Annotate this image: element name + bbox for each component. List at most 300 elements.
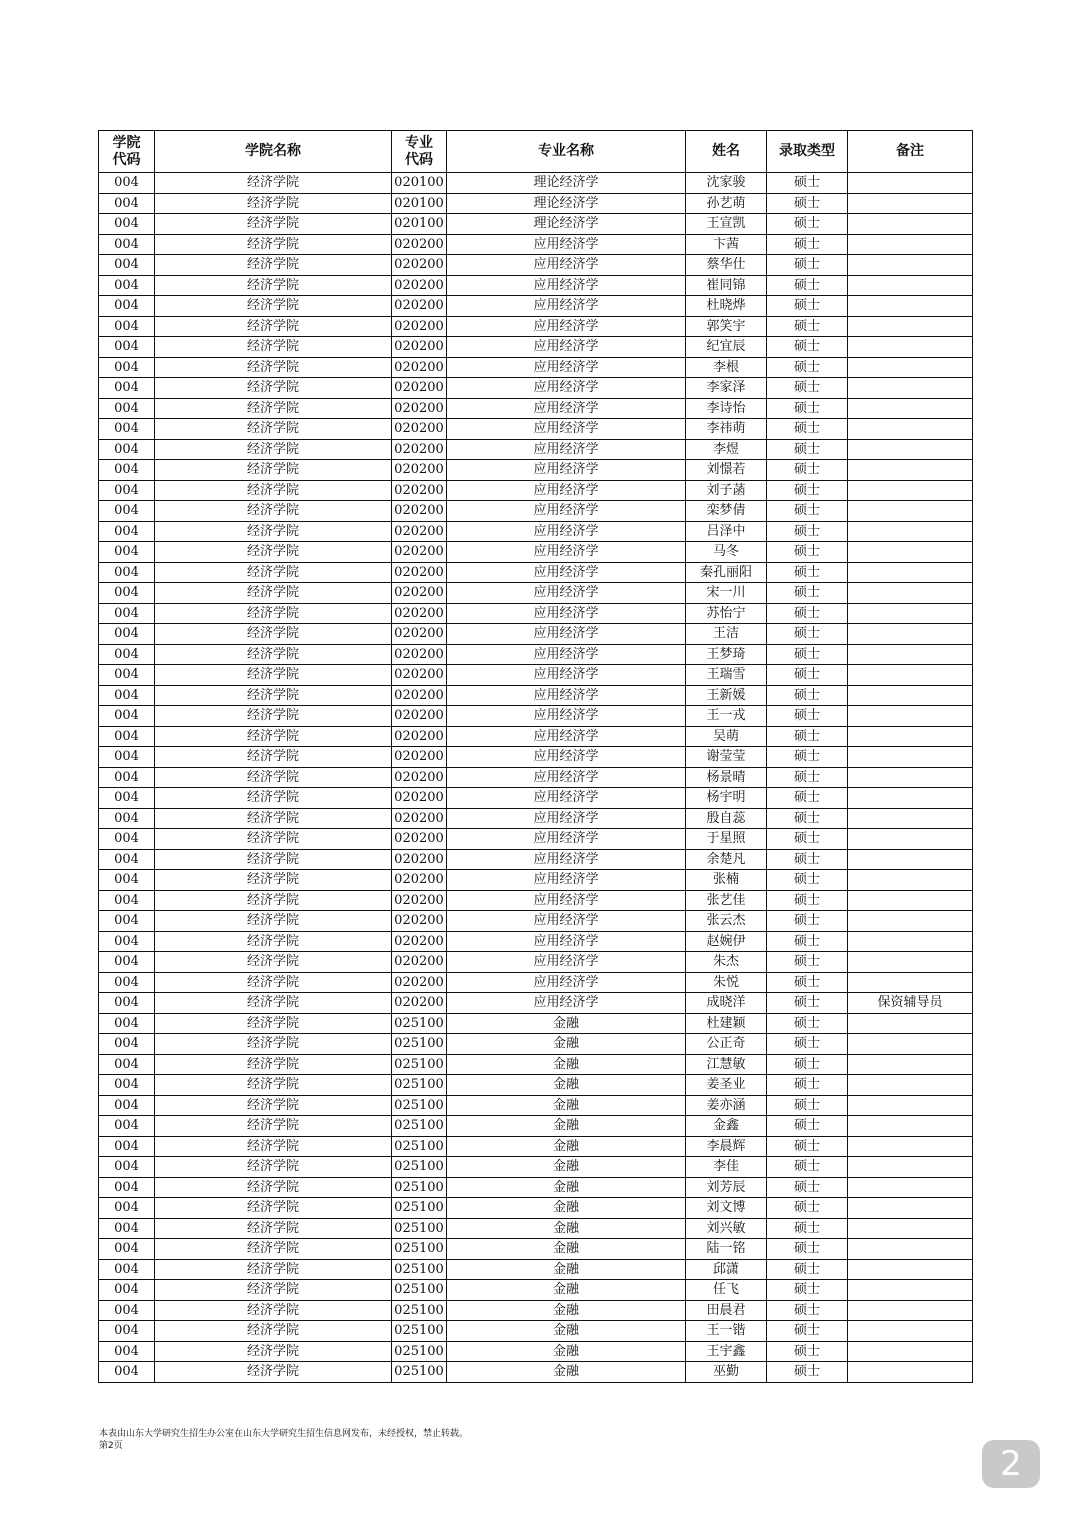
college-name-cell: 经济学院 [155,480,392,501]
admission-type-cell: 硕士 [767,747,848,768]
major-code-cell: 020200 [392,788,447,809]
college-name-cell: 经济学院 [155,173,392,194]
table-row [99,706,973,727]
college-name-cell: 经济学院 [155,542,392,563]
college-name-cell: 经济学院 [155,747,392,768]
college-code-cell: 004 [99,460,155,481]
remarks-cell [848,685,973,706]
table-row [99,214,973,235]
remarks-cell [848,911,973,932]
major-code-cell: 020200 [392,767,447,788]
admission-type-cell: 硕士 [767,952,848,973]
remarks-cell [848,357,973,378]
college-name-cell: 经济学院 [155,1300,392,1321]
major-name-cell: 应用经济学 [447,357,686,378]
major-name-cell: 理论经济学 [447,214,686,235]
admission-type-cell: 硕士 [767,1136,848,1157]
admission-type-cell: 硕士 [767,337,848,358]
remarks-cell [848,1300,973,1321]
table-row [99,952,973,973]
college-name-cell: 经济学院 [155,583,392,604]
college-code-cell: 004 [99,480,155,501]
college-code-cell: 004 [99,624,155,645]
major-code-cell: 020200 [392,337,447,358]
college-code-cell: 004 [99,1075,155,1096]
major-name-cell: 应用经济学 [447,685,686,706]
major-code-cell: 020200 [392,808,447,829]
remarks-cell [848,480,973,501]
admission-type-cell: 硕士 [767,1321,848,1342]
student-name-cell: 殷自蕊 [686,808,767,829]
college-code-cell: 004 [99,337,155,358]
college-name-cell: 经济学院 [155,685,392,706]
header-major-code: 专业 代码 [392,131,447,173]
major-name-cell: 应用经济学 [447,644,686,665]
major-code-cell: 020200 [392,460,447,481]
major-code-cell: 020200 [392,439,447,460]
admission-type-cell: 硕士 [767,849,848,870]
table-row [99,1198,973,1219]
table-row [99,275,973,296]
table-row [99,972,973,993]
student-name-cell: 王洁 [686,624,767,645]
college-code-cell: 004 [99,972,155,993]
college-name-cell: 经济学院 [155,398,392,419]
student-name-cell: 纪宜辰 [686,337,767,358]
college-code-cell: 004 [99,419,155,440]
major-name-cell: 应用经济学 [447,275,686,296]
college-code-cell: 004 [99,952,155,973]
major-code-cell: 020200 [392,378,447,399]
college-name-cell: 经济学院 [155,1218,392,1239]
college-code-cell: 004 [99,501,155,522]
college-name-cell: 经济学院 [155,193,392,214]
college-code-cell: 004 [99,398,155,419]
college-code-cell: 004 [99,747,155,768]
college-name-cell: 经济学院 [155,419,392,440]
admission-type-cell: 硕士 [767,931,848,952]
college-code-cell: 004 [99,1198,155,1219]
major-code-cell: 025100 [392,1177,447,1198]
admission-type-cell: 硕士 [767,255,848,276]
college-code-cell: 004 [99,1034,155,1055]
table-row [99,911,973,932]
remarks-cell [848,603,973,624]
major-name-cell: 金融 [447,1177,686,1198]
table-row [99,1013,973,1034]
page-number-badge: 2 [982,1440,1040,1488]
table-row [99,501,973,522]
student-name-cell: 王瑞雪 [686,665,767,686]
student-name-cell: 朱杰 [686,952,767,973]
table-row [99,173,973,194]
remarks-cell [848,624,973,645]
remarks-cell [848,1218,973,1239]
student-name-cell: 郭笑宇 [686,316,767,337]
major-name-cell: 应用经济学 [447,603,686,624]
admission-type-cell: 硕士 [767,480,848,501]
student-name-cell: 公正奇 [686,1034,767,1055]
remarks-cell [848,747,973,768]
student-name-cell: 沈家骏 [686,173,767,194]
major-code-cell: 020200 [392,870,447,891]
college-code-cell: 004 [99,439,155,460]
remarks-cell [848,275,973,296]
table-row [99,1157,973,1178]
major-name-cell: 金融 [447,1280,686,1301]
major-name-cell: 应用经济学 [447,911,686,932]
college-name-cell: 经济学院 [155,931,392,952]
student-name-cell: 栾梦倩 [686,501,767,522]
table-row [99,685,973,706]
college-code-cell: 004 [99,378,155,399]
remarks-cell [848,952,973,973]
remarks-cell [848,296,973,317]
college-code-cell: 004 [99,890,155,911]
remarks-cell [848,1321,973,1342]
table-row [99,316,973,337]
student-name-cell: 余楚凡 [686,849,767,870]
major-name-cell: 金融 [447,1013,686,1034]
student-name-cell: 张艺佳 [686,890,767,911]
college-name-cell: 经济学院 [155,214,392,235]
remarks-cell [848,214,973,235]
table-row [99,993,973,1014]
student-name-cell: 孙艺萌 [686,193,767,214]
student-name-cell: 苏怡宁 [686,603,767,624]
admission-type-cell: 硕士 [767,1034,848,1055]
student-name-cell: 李根 [686,357,767,378]
remarks-cell [848,665,973,686]
major-code-cell: 020200 [392,911,447,932]
table-row [99,788,973,809]
student-name-cell: 李煜 [686,439,767,460]
admission-type-cell: 硕士 [767,275,848,296]
admission-type-cell: 硕士 [767,542,848,563]
remarks-cell [848,1341,973,1362]
college-code-cell: 004 [99,993,155,1014]
student-name-cell: 蔡华仕 [686,255,767,276]
major-name-cell: 应用经济学 [447,439,686,460]
college-name-cell: 经济学院 [155,972,392,993]
major-code-cell: 020200 [392,890,447,911]
college-name-cell: 经济学院 [155,808,392,829]
college-code-cell: 004 [99,931,155,952]
table-body [99,173,973,1383]
admission-type-cell: 硕士 [767,398,848,419]
admission-type-cell: 硕士 [767,685,848,706]
admission-type-cell: 硕士 [767,501,848,522]
major-code-cell: 025100 [392,1054,447,1075]
college-name-cell: 经济学院 [155,1259,392,1280]
student-name-cell: 金鑫 [686,1116,767,1137]
remarks-cell [848,1116,973,1137]
student-name-cell: 秦孔丽阳 [686,562,767,583]
college-code-cell: 004 [99,1300,155,1321]
admission-type-cell: 硕士 [767,1013,848,1034]
student-name-cell: 王一戎 [686,706,767,727]
major-code-cell: 025100 [392,1034,447,1055]
student-name-cell: 张楠 [686,870,767,891]
major-name-cell: 应用经济学 [447,296,686,317]
college-code-cell: 004 [99,1177,155,1198]
header-college-code: 学院 代码 [99,131,155,173]
college-code-cell: 004 [99,911,155,932]
major-name-cell: 应用经济学 [447,993,686,1014]
remarks-cell [848,173,973,194]
college-name-cell: 经济学院 [155,1177,392,1198]
college-name-cell: 经济学院 [155,788,392,809]
table-row [99,644,973,665]
major-code-cell: 020200 [392,993,447,1014]
table-row [99,870,973,891]
major-name-cell: 应用经济学 [447,931,686,952]
admission-type-cell: 硕士 [767,1054,848,1075]
remarks-cell [848,562,973,583]
remarks-cell [848,767,973,788]
college-code-cell: 004 [99,542,155,563]
admission-type-cell: 硕士 [767,706,848,727]
college-name-cell: 经济学院 [155,624,392,645]
admission-type-cell: 硕士 [767,296,848,317]
major-name-cell: 应用经济学 [447,808,686,829]
admission-type-cell: 硕士 [767,911,848,932]
student-name-cell: 刘兴敏 [686,1218,767,1239]
college-name-cell: 经济学院 [155,275,392,296]
remarks-cell [848,972,973,993]
remarks-cell [848,234,973,255]
college-code-cell: 004 [99,1259,155,1280]
remarks-cell [848,193,973,214]
major-name-cell: 应用经济学 [447,952,686,973]
college-code-cell: 004 [99,1054,155,1075]
major-code-cell: 020200 [392,952,447,973]
remarks-cell [848,542,973,563]
major-name-cell: 应用经济学 [447,890,686,911]
college-code-cell: 004 [99,1239,155,1260]
table-row [99,378,973,399]
college-name-cell: 经济学院 [155,665,392,686]
college-code-cell: 004 [99,767,155,788]
major-code-cell: 020200 [392,234,447,255]
remarks-cell [848,1157,973,1178]
admission-type-cell: 硕士 [767,890,848,911]
major-name-cell: 应用经济学 [447,501,686,522]
major-name-cell: 金融 [447,1034,686,1055]
major-name-cell: 应用经济学 [447,255,686,276]
table-row [99,1280,973,1301]
major-code-cell: 020100 [392,173,447,194]
remarks-cell [848,1136,973,1157]
admission-type-cell: 硕士 [767,603,848,624]
remarks-cell [848,788,973,809]
college-name-cell: 经济学院 [155,1157,392,1178]
student-name-cell: 朱悦 [686,972,767,993]
major-name-cell: 金融 [447,1075,686,1096]
major-code-cell: 020200 [392,603,447,624]
student-name-cell: 王新媛 [686,685,767,706]
major-code-cell: 025100 [392,1341,447,1362]
major-name-cell: 应用经济学 [447,665,686,686]
student-name-cell: 李家泽 [686,378,767,399]
college-code-cell: 004 [99,255,155,276]
student-name-cell: 吴萌 [686,726,767,747]
college-name-cell: 经济学院 [155,460,392,481]
college-name-cell: 经济学院 [155,357,392,378]
major-code-cell: 020200 [392,747,447,768]
college-code-cell: 004 [99,1321,155,1342]
student-name-cell: 宋一川 [686,583,767,604]
header-college-name: 学院名称 [155,131,392,173]
college-code-cell: 004 [99,583,155,604]
college-name-cell: 经济学院 [155,829,392,850]
table-row [99,1218,973,1239]
remarks-cell [848,1177,973,1198]
student-name-cell: 任飞 [686,1280,767,1301]
major-name-cell: 应用经济学 [447,767,686,788]
admission-type-cell: 硕士 [767,1280,848,1301]
admission-type-cell: 硕士 [767,193,848,214]
table-row [99,829,973,850]
admission-table [98,130,973,1383]
major-code-cell: 020200 [392,972,447,993]
student-name-cell: 杜晓烨 [686,296,767,317]
major-name-cell: 应用经济学 [447,419,686,440]
remarks-cell [848,726,973,747]
table-row [99,1300,973,1321]
college-code-cell: 004 [99,685,155,706]
major-name-cell: 应用经济学 [447,234,686,255]
admission-type-cell: 硕士 [767,808,848,829]
major-name-cell: 金融 [447,1054,686,1075]
header-remarks: 备注 [848,131,973,173]
admission-type-cell: 硕士 [767,316,848,337]
admission-type-cell: 硕士 [767,1075,848,1096]
admission-type-cell: 硕士 [767,1198,848,1219]
college-name-cell: 经济学院 [155,1341,392,1362]
table-row [99,1136,973,1157]
major-name-cell: 应用经济学 [447,562,686,583]
college-code-cell: 004 [99,644,155,665]
college-name-cell: 经济学院 [155,316,392,337]
student-name-cell: 刘子菡 [686,480,767,501]
major-code-cell: 020200 [392,316,447,337]
major-name-cell: 理论经济学 [447,173,686,194]
major-name-cell: 应用经济学 [447,378,686,399]
student-name-cell: 谢莹莹 [686,747,767,768]
major-name-cell: 应用经济学 [447,480,686,501]
table-row [99,1054,973,1075]
table-row [99,1259,973,1280]
major-code-cell: 020200 [392,419,447,440]
student-name-cell: 王宣凯 [686,214,767,235]
remarks-cell [848,1259,973,1280]
major-code-cell: 020200 [392,542,447,563]
table-row [99,1321,973,1342]
college-name-cell: 经济学院 [155,562,392,583]
college-code-cell: 004 [99,1136,155,1157]
major-name-cell: 金融 [447,1321,686,1342]
major-name-cell: 应用经济学 [447,870,686,891]
table-row [99,439,973,460]
admission-type-cell: 硕士 [767,583,848,604]
student-name-cell: 王宇鑫 [686,1341,767,1362]
college-name-cell: 经济学院 [155,1321,392,1342]
college-code-cell: 004 [99,1095,155,1116]
admission-type-cell: 硕士 [767,419,848,440]
student-name-cell: 吕泽中 [686,521,767,542]
admission-type-cell: 硕士 [767,624,848,645]
remarks-cell [848,316,973,337]
admission-type-cell: 硕士 [767,1116,848,1137]
college-name-cell: 经济学院 [155,1116,392,1137]
college-code-cell: 004 [99,1362,155,1383]
table-row [99,419,973,440]
college-name-cell: 经济学院 [155,1095,392,1116]
student-name-cell: 姜亦涵 [686,1095,767,1116]
remarks-cell: 保资辅导员 [848,993,973,1014]
remarks-cell [848,829,973,850]
major-name-cell: 应用经济学 [447,521,686,542]
major-name-cell: 应用经济学 [447,624,686,645]
major-code-cell: 020200 [392,562,447,583]
header-admission-type: 录取类型 [767,131,848,173]
remarks-cell [848,398,973,419]
major-name-cell: 应用经济学 [447,337,686,358]
remarks-cell [848,583,973,604]
table-row [99,767,973,788]
major-name-cell: 应用经济学 [447,726,686,747]
college-name-cell: 经济学院 [155,870,392,891]
major-name-cell: 金融 [447,1218,686,1239]
student-name-cell: 王一锴 [686,1321,767,1342]
college-name-cell: 经济学院 [155,378,392,399]
major-code-cell: 025100 [392,1239,447,1260]
admission-type-cell: 硕士 [767,788,848,809]
college-code-cell: 004 [99,316,155,337]
major-code-cell: 025100 [392,1095,447,1116]
major-name-cell: 应用经济学 [447,316,686,337]
college-code-cell: 004 [99,214,155,235]
major-code-cell: 020200 [392,726,447,747]
major-name-cell: 应用经济学 [447,542,686,563]
major-code-cell: 020200 [392,583,447,604]
admission-type-cell: 硕士 [767,1095,848,1116]
major-code-cell: 020200 [392,275,447,296]
admission-type-cell: 硕士 [767,829,848,850]
major-code-cell: 020200 [392,398,447,419]
college-name-cell: 经济学院 [155,767,392,788]
college-name-cell: 经济学院 [155,501,392,522]
major-code-cell: 025100 [392,1280,447,1301]
major-code-cell: 020200 [392,685,447,706]
major-code-cell: 020200 [392,931,447,952]
admission-type-cell: 硕士 [767,357,848,378]
remarks-cell [848,439,973,460]
college-code-cell: 004 [99,788,155,809]
major-code-cell: 025100 [392,1300,447,1321]
table-row [99,398,973,419]
admission-type-cell: 硕士 [767,1259,848,1280]
admission-type-cell: 硕士 [767,214,848,235]
major-name-cell: 应用经济学 [447,747,686,768]
header-row [99,131,973,173]
college-name-cell: 经济学院 [155,1075,392,1096]
student-name-cell: 姜圣业 [686,1075,767,1096]
college-name-cell: 经济学院 [155,1054,392,1075]
remarks-cell [848,1239,973,1260]
student-name-cell: 李晨辉 [686,1136,767,1157]
